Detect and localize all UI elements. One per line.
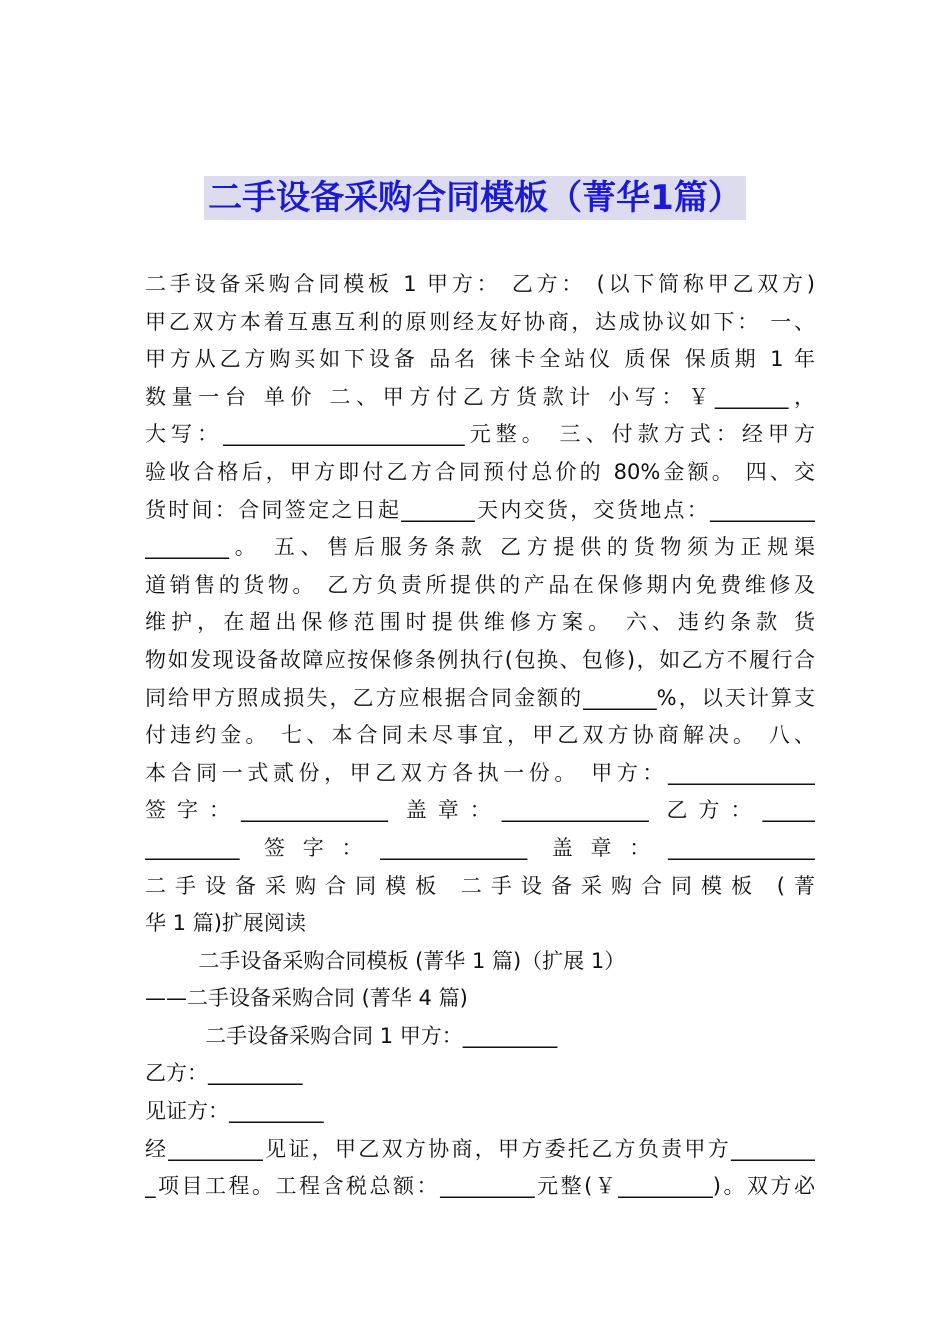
body-line: 维护，在超出保修范围时提供维修方案。 六、违约条款 货 xyxy=(145,610,815,635)
body-line: 华 1 篇)扩展阅读 xyxy=(145,911,306,936)
body-line: 同给甲方照成损失，乙方应根据合同金额的_______%，以天计算支 xyxy=(145,685,815,710)
body-line: ________。 五、售后服务条款 乙方提供的货物须为正规渠 xyxy=(145,535,815,560)
body-line: ——二手设备采购合同 (菁华 4 篇) xyxy=(145,986,468,1011)
body-line: 二手设备采购合同模板 1 甲方： 乙方： (以下简称甲乙双方) xyxy=(145,272,815,296)
document-body xyxy=(145,266,815,1206)
body-line: 见证方：_________ xyxy=(145,1099,324,1124)
body-line: _________ 签字：______________ 盖章：______________ xyxy=(145,835,815,860)
body-line: 签字：______________ 盖章：______________ 乙方：_____ xyxy=(145,798,815,823)
body-line: 甲方从乙方购买如下设备 品名 徕卡全站仪 质保 保质期 1 年 xyxy=(145,347,815,372)
body-line: 货时间：合同签定之日起_______天内交货，交货地点：__________ xyxy=(145,497,815,522)
body-line: 二手设备采购合同 1 甲方：_________ xyxy=(145,1023,558,1048)
body-line: _项目工程。工程含税总额：_________元整(￥_________)。双方必 xyxy=(145,1174,815,1199)
body-line: 本合同一式贰份，甲乙双方各执一份。 甲方：______________ xyxy=(145,760,815,785)
body-line: 大写：_______________________元整。 三、付款方式：经甲方 xyxy=(145,422,815,447)
body-line: 验收合格后，甲方即付乙方合同预付总价的 80%金额。 四、交 xyxy=(145,459,815,484)
body-line: 经_________见证，甲乙双方协商，甲方委托乙方负责甲方________ xyxy=(145,1136,815,1161)
body-line: 二手设备采购合同模板 二手设备采购合同模板 (菁 xyxy=(145,873,815,898)
body-line: 甲乙双方本着互惠互利的原则经友好协商，达成协议如下： 一、 xyxy=(145,309,815,334)
body-line: 乙方：_________ xyxy=(145,1061,303,1086)
body-line: 二手设备采购合同模板 (菁华 1 篇)（扩展 1） xyxy=(145,948,626,973)
body-line: 付违约金。 七、本合同未尽事宜，甲乙双方协商解决。 八、 xyxy=(145,723,815,748)
body-line: 道销售的货物。 乙方负责所提供的产品在保修期内免费维修及 xyxy=(145,572,815,597)
body-line: 物如发现设备故障应按保修条例执行(包换、包修)，如乙方不履行合 xyxy=(145,647,815,672)
body-line: 数量一台 单价 二、甲方付乙方货款计 小写：￥_______， xyxy=(145,384,815,409)
title-container xyxy=(0,176,950,220)
document-title: 二手设备采购合同模板（菁华1篇） xyxy=(204,176,746,220)
